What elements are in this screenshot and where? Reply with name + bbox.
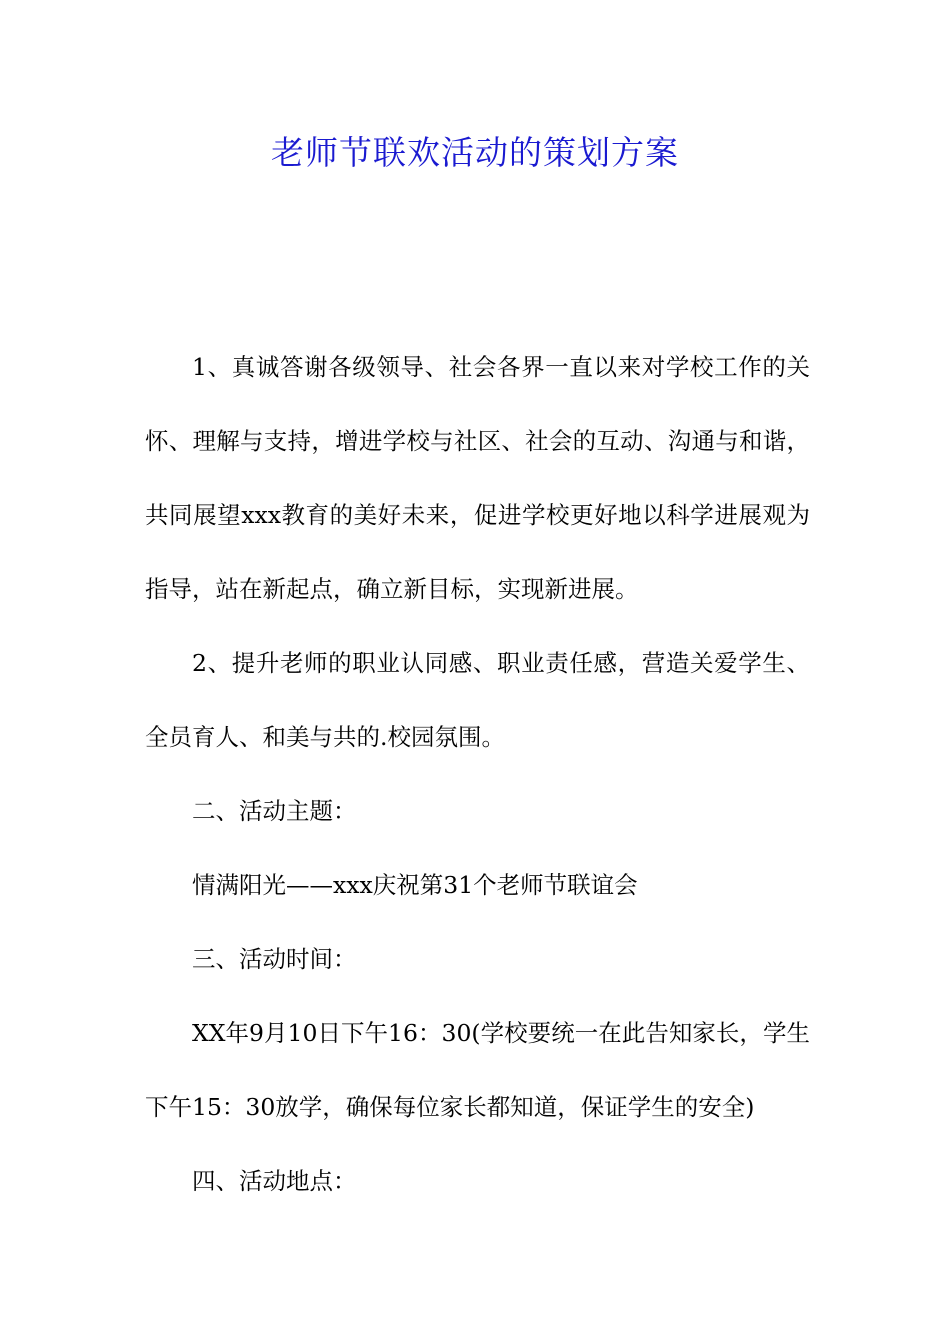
document-title: 老师节联欢活动的策划方案 — [271, 133, 679, 172]
paragraph-purpose-2: 2、提升老师的职业认同感、职业责任感，营造关爱学生、全员育人、和美与共的.校园氛围。 — [145, 649, 810, 751]
document-body — [145, 330, 810, 1218]
paragraph-purpose-1: 1、真诚答谢各级领导、社会各界一直以来对学校工作的关怀、理解与支持，增进学校与社区、社会的互动、沟通与和谐，共同展望xxx教育的美好未来，促进学校更好地以科学进展观为指导，站在新起点，确立新目标，实现新进展。 — [145, 353, 810, 603]
heading-activity-time: 三、活动时间： — [192, 945, 357, 973]
heading-activity-theme: 二、活动主题： — [192, 797, 357, 825]
paragraph-theme-text: 情满阳光——xxx庆祝第31个老师节联谊会 — [192, 871, 638, 899]
paragraph-time-text: XX年9月10日下午16：30(学校要统一在此告知家长，学生下午15：30放学，确保每位家长都知道，保证学生的安全) — [145, 1019, 810, 1121]
heading-activity-location: 四、活动地点： — [192, 1167, 357, 1195]
